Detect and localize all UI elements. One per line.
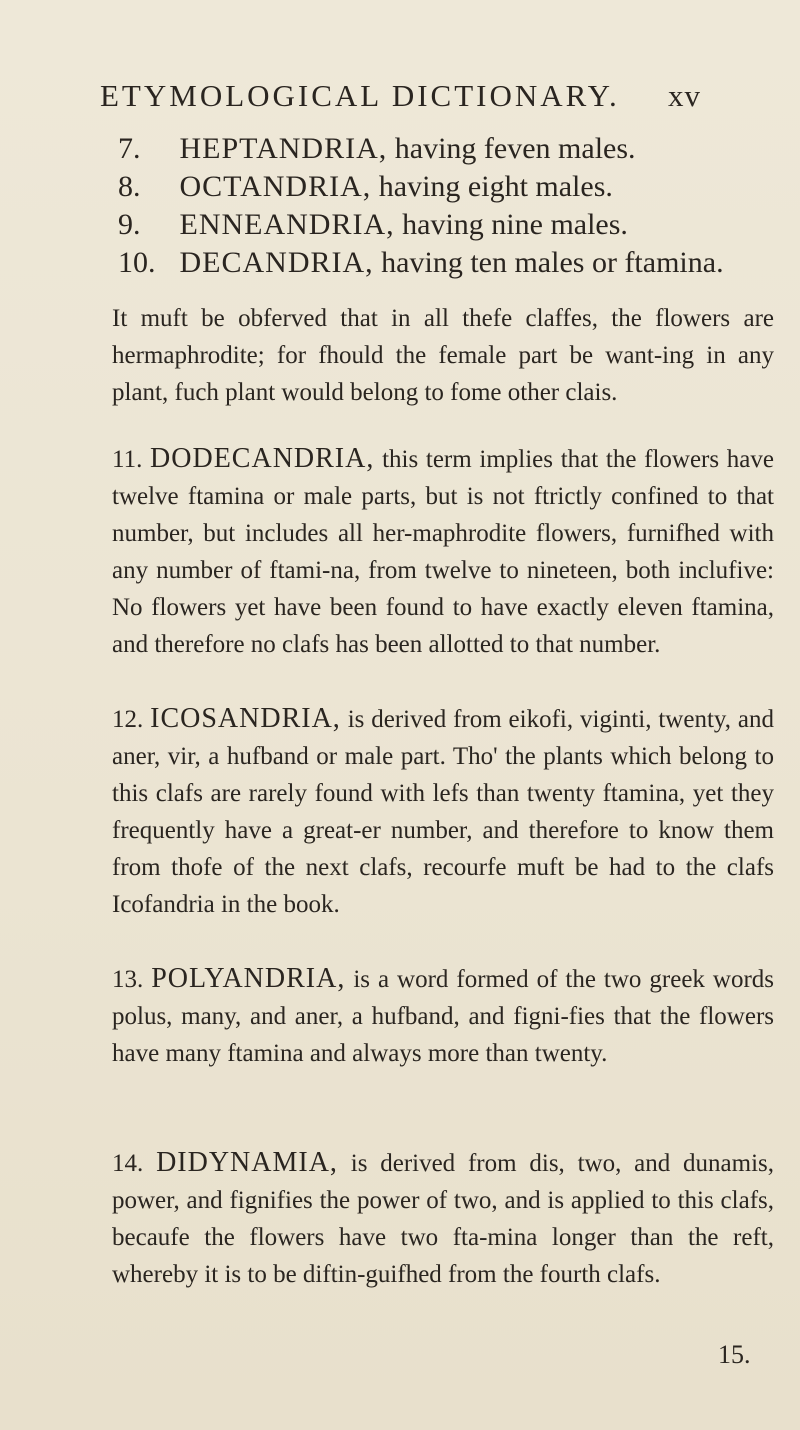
class-list bbox=[118, 130, 778, 282]
item-text: having feven males. bbox=[394, 132, 636, 165]
paragraph-icosandria bbox=[112, 700, 774, 923]
paragraph-polyandria bbox=[112, 960, 774, 1072]
item-term: OCTANDRIA, bbox=[179, 170, 372, 203]
paragraph-term: ICOSANDRIA, bbox=[150, 703, 341, 734]
item-text: having eight males. bbox=[378, 170, 613, 203]
paragraph-number: 14. bbox=[112, 1150, 144, 1177]
paragraph-term: DIDYNAMIA, bbox=[156, 1147, 338, 1178]
item-term: ENNEANDRIA, bbox=[179, 208, 395, 241]
paragraph-text: this term implies that the flowers have twelve ftamina or male parts, but is not ftrictly confined to that number, but includes all her-maphrodite flowers, furnifhed with any number of ftami-na, from twelve to nineteen, both inclufive: No flowers yet have been found to have exactly eleven ftamina, and therefore no clafs has been allotted to that number. bbox=[112, 446, 774, 658]
paragraph-text: is derived from dis, two, and dunamis, power, and fignifies the power of two, and is applied to this clafs, becaufe the flowers have two fta-mina longer than the reft, whereby it is to be diftin-guifhed from the fourth clafs. bbox=[112, 1150, 775, 1288]
item-number: 9. bbox=[118, 208, 141, 241]
item-term: HEPTANDRIA, bbox=[179, 132, 388, 165]
paragraph-text: is a word formed of the two greek words polus, many, and aner, a hufband, and figni-fies that the flowers have many ftamina and always more than twenty. bbox=[112, 966, 774, 1067]
paragraph-number: 12. bbox=[112, 706, 144, 733]
item-number: 10. bbox=[118, 246, 156, 279]
item-text: having nine males. bbox=[402, 208, 628, 241]
paragraph-dodecandria bbox=[112, 440, 774, 663]
list-item bbox=[118, 130, 778, 168]
item-term: DECANDRIA, bbox=[179, 246, 374, 279]
paragraph-term: POLYANDRIA, bbox=[151, 963, 346, 994]
running-header bbox=[100, 78, 790, 114]
paragraph-number: 11. bbox=[112, 446, 143, 473]
catchword: 15. bbox=[718, 1340, 751, 1369]
paragraph-term: DODECANDRIA, bbox=[150, 443, 375, 474]
paragraph-number: 13. bbox=[112, 966, 144, 993]
page-number: xv bbox=[668, 78, 701, 113]
list-item bbox=[118, 168, 778, 206]
list-item bbox=[118, 244, 778, 282]
item-number: 8. bbox=[118, 170, 141, 203]
paragraph-didynamia bbox=[112, 1144, 774, 1293]
item-text: having ten males or ftamina. bbox=[381, 246, 724, 279]
list-item bbox=[118, 206, 778, 244]
item-number: 7. bbox=[118, 132, 141, 165]
paragraph-note bbox=[112, 300, 774, 411]
header-title: ETYMOLOGICAL DICTIONARY. bbox=[100, 78, 620, 113]
paragraph-text: It muft be obferved that in all thefe claffes, the flowers are hermaphrodite; for fhould the female part be want-ing in any plant, fuch plant would belong to fome other clais. bbox=[112, 305, 774, 406]
paragraph-text: is derived from eikofi, viginti, twenty, and aner, vir, a hufband or male part. Tho' the plants which belong to this clafs are rarely found with lefs than twenty ftamina, yet they frequently have a great-er number, and therefore to know them from thofe of the next clafs, recourfe muft be had to the clafs Icofandria in the book. bbox=[112, 706, 774, 918]
